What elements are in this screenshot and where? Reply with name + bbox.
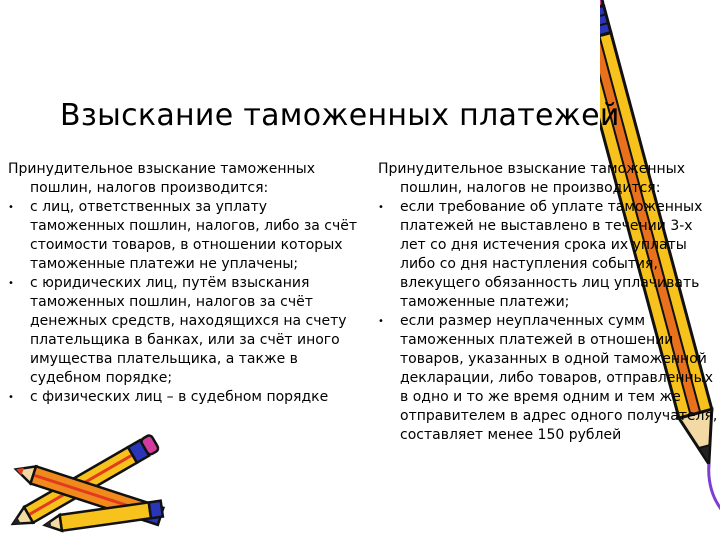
right-column	[378, 160, 718, 445]
list-item	[8, 198, 360, 274]
list-item	[8, 388, 360, 407]
bullet-icon: •	[8, 278, 14, 289]
left-column-intro: Принудительное взыскание таможенных пошлин, налогов производится:	[8, 161, 316, 196]
left-column	[8, 160, 360, 407]
bullet-icon: •	[378, 316, 384, 327]
list-item-text: если требование об уплате таможенных платежей не выставлено в течении 3-х лет со дня истечения срока их уплаты либо со дня наступления события, влекущего обязанность лиц уплачивать таможенные платежи;	[400, 199, 703, 310]
left-column-list	[8, 198, 360, 407]
list-item-text: если размер неуплаченных сумм таможенных платежей в отношении товаров, указанных в одной таможенной декларации, либо товаров, отправленных в одно и то же время одним и тем же отправителем в адрес одного получателя, составляет менее 150 рублей	[400, 313, 718, 443]
list-item	[8, 274, 360, 388]
list-item-text: с лиц, ответственных за уплату таможенных пошлин, налогов, либо за счёт стоимости товаров, в отношении которых таможенные платежи не уплачены;	[30, 199, 358, 272]
list-item-text: с физических лиц – в судебном порядке	[30, 389, 329, 405]
bullet-icon: •	[8, 202, 14, 213]
slide-title: Взыскание таможенных платежей	[60, 98, 620, 133]
pencils-cluster-icon	[0, 420, 190, 540]
list-item	[378, 312, 718, 445]
list-item-text: с юридических лиц, путём взыскания таможенных пошлин, налогов за счёт денежных средств, находящихся на счету плательщика в банках, или за счёт иного имущества плательщика, а также в судебном порядке;	[30, 275, 347, 386]
right-column-list	[378, 198, 718, 445]
right-column-intro: Принудительное взыскание таможенных пошлин, налогов не производится:	[378, 161, 686, 196]
list-item	[378, 198, 718, 312]
bullet-icon: •	[378, 202, 384, 213]
bullet-icon: •	[8, 392, 14, 403]
